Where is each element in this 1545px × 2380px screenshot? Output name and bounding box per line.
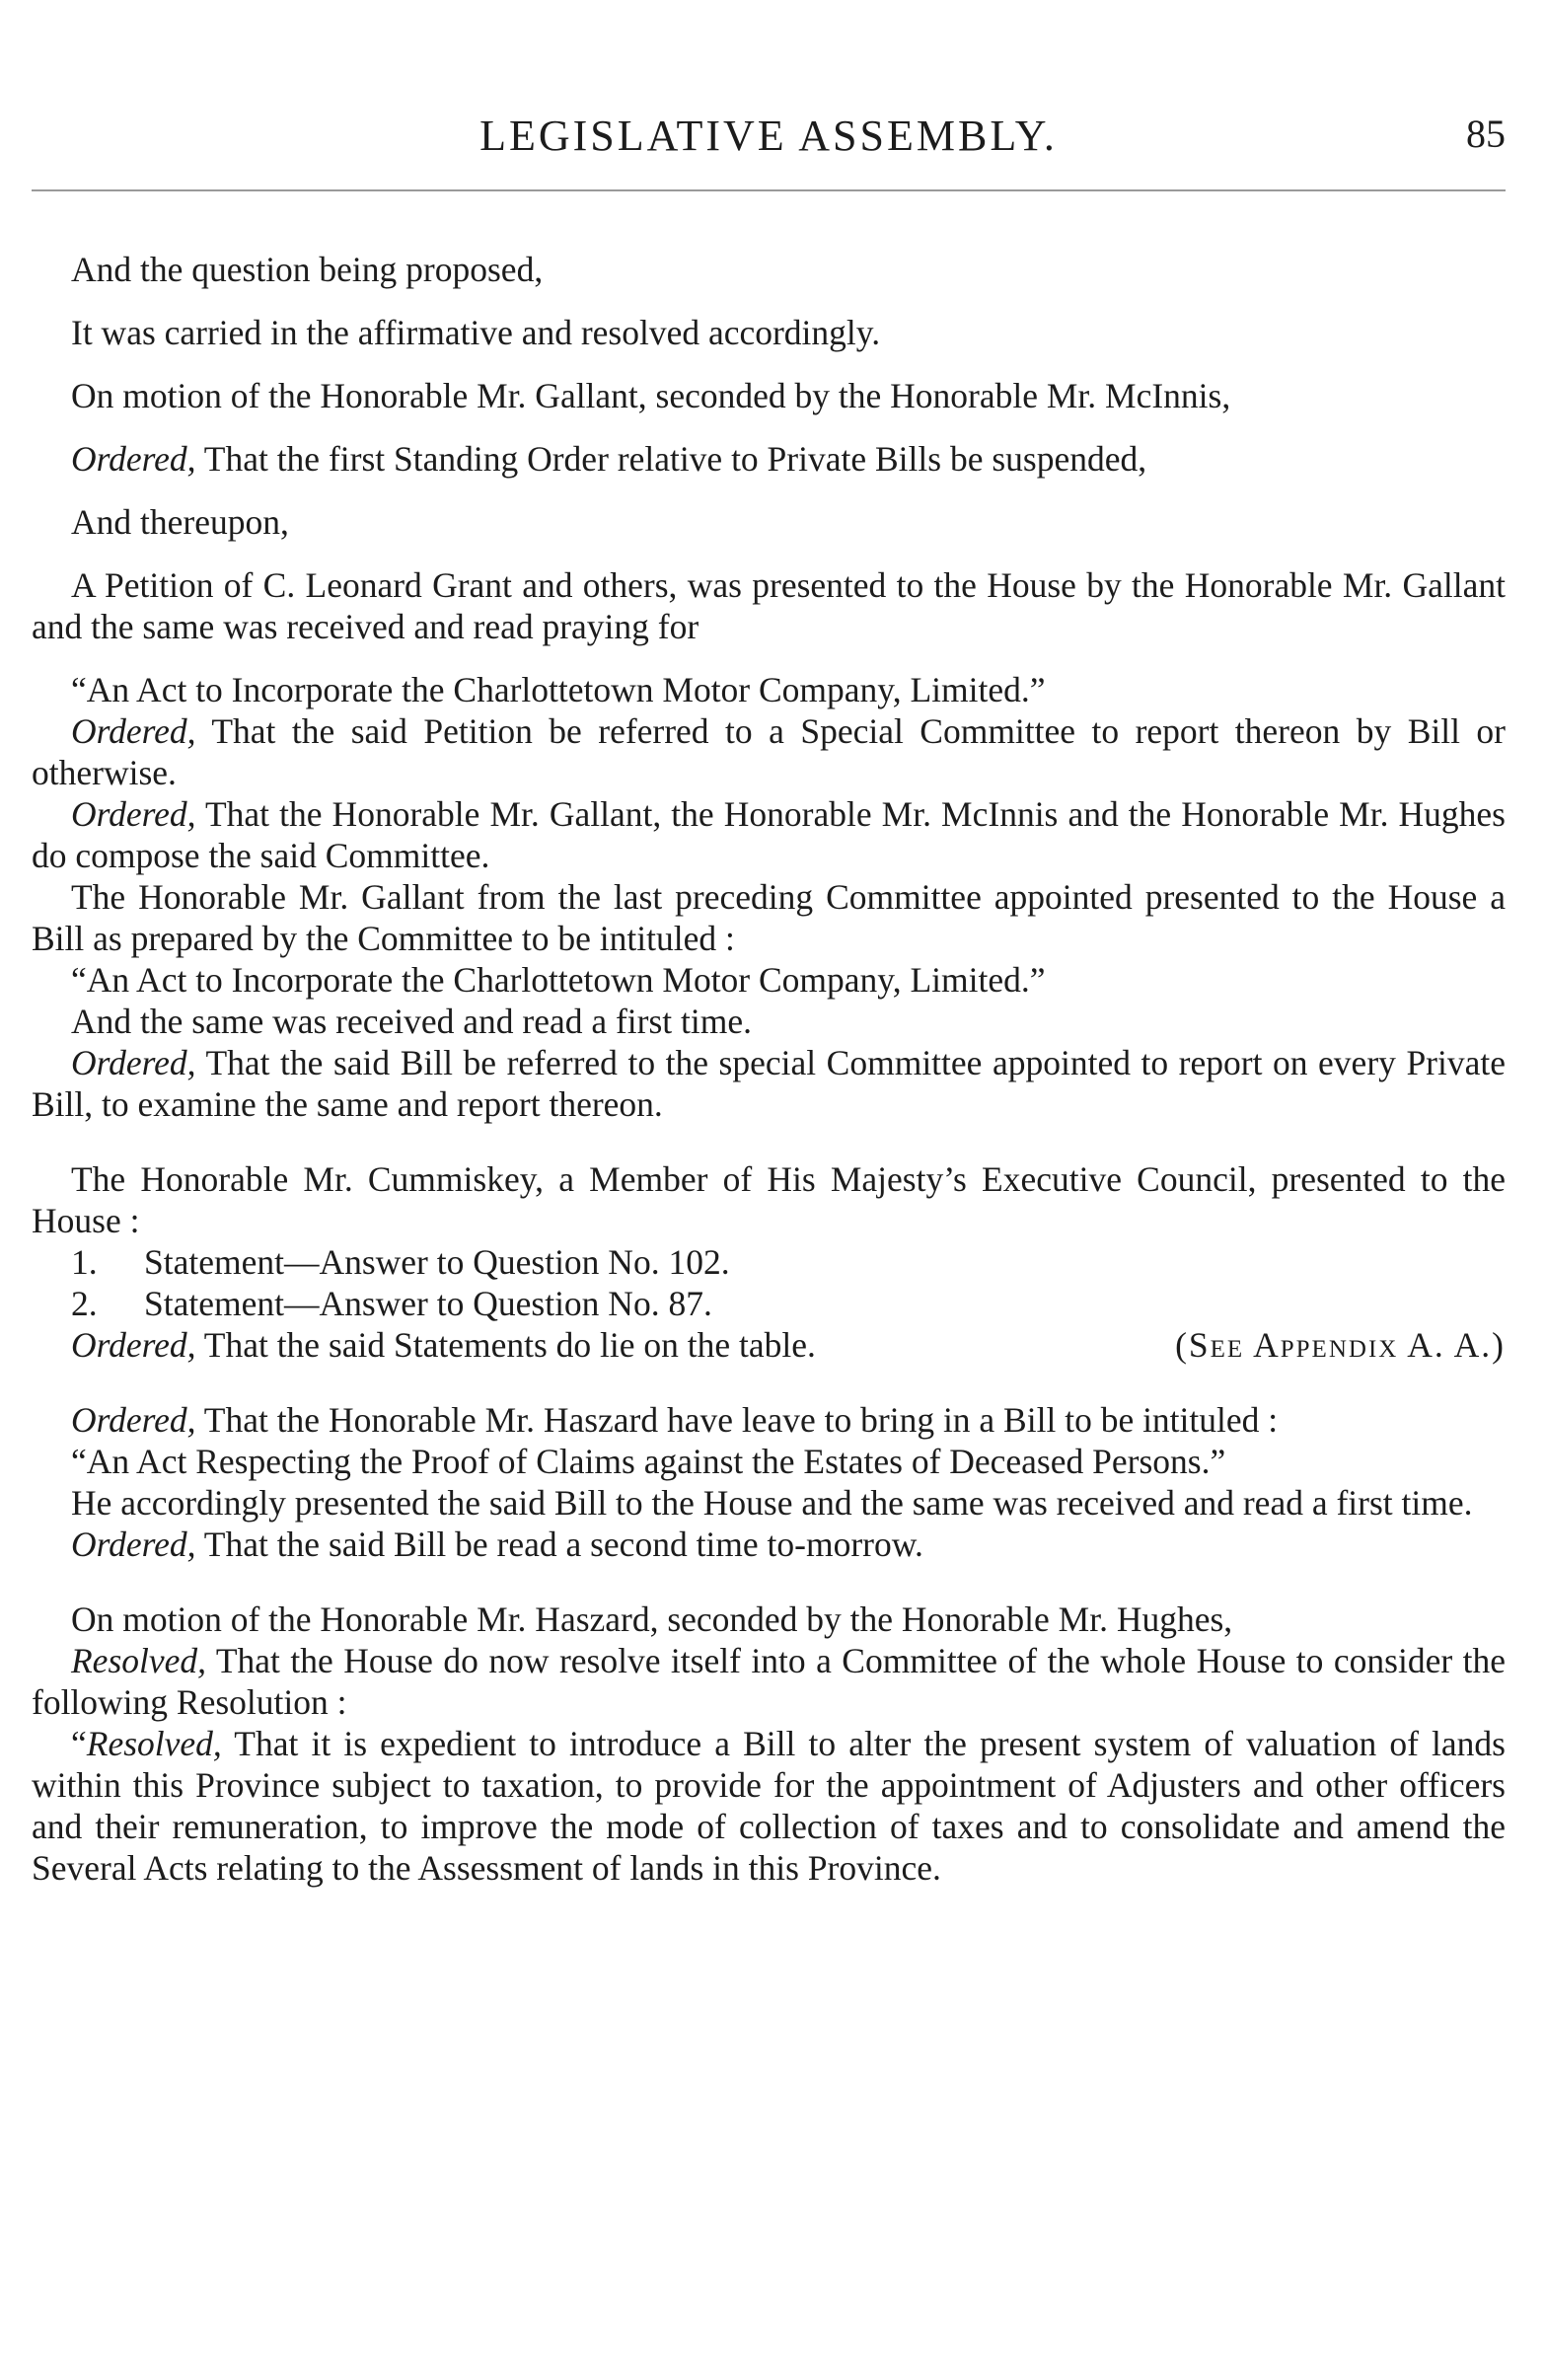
paragraph: And the same was received and read a first time. (71, 1002, 752, 1041)
document-page (32, 111, 1506, 1888)
open-quote: “ (71, 1724, 87, 1763)
paragraph: It was carried in the affirmative and resolved accordingly. (71, 313, 881, 352)
paragraph-text: That the Honorable Mr. Haszard have leave to bring in a Bill to be intituled : (195, 1400, 1279, 1440)
ordered-label: Ordered, (71, 1325, 196, 1365)
header-rule (32, 189, 1506, 191)
paragraph: “An Act to Incorporate the Charlottetown Motor Company, Limited.” (71, 670, 1046, 709)
paragraph (32, 1399, 1506, 1441)
paragraph (32, 1640, 1506, 1723)
list-item-number: 2. (71, 1284, 98, 1323)
ordered-label: Ordered, (71, 711, 196, 751)
paragraph (32, 1324, 1506, 1366)
paragraph-text: That it is expedient to introduce a Bill to alter the present system of valuation of lands within this Province subject to taxation, to provide for the appointment of Adjusters and other officers and their remuneration, to improve the mode of collection of taxes and to consolidate and amend the Several Acts relating to the Assessment of lands in this Province. (32, 1724, 1506, 1888)
paragraph (32, 1723, 1506, 1889)
paragraph-text: That the said Bill be referred to the special Committee appointed to report on every Private Bill, to examine the same and report thereon. (32, 1043, 1506, 1124)
paragraph (32, 438, 1506, 480)
paragraph (32, 1524, 1506, 1565)
paragraph: “An Act Respecting the Proof of Claims against the Estates of Deceased Persons.” (71, 1442, 1226, 1481)
paragraph: And the question being proposed, (71, 250, 544, 289)
ordered-label: Ordered, (71, 1525, 196, 1564)
paragraph (32, 710, 1506, 793)
paragraph: On motion of the Honorable Mr. Haszard, seconded by the Honorable Mr. Hughes, (71, 1599, 1233, 1639)
paragraph: On motion of the Honorable Mr. Gallant, seconded by the Honorable Mr. McInnis, (71, 376, 1231, 415)
document-body (32, 249, 1506, 1889)
list-item (32, 1241, 1506, 1283)
paragraph-text: That the said Petition be referred to a Special Committee to report thereon by Bill or otherwise. (32, 711, 1506, 792)
running-title: LEGISLATIVE ASSEMBLY. (479, 112, 1058, 160)
paragraph (32, 1042, 1506, 1125)
paragraph: The Honorable Mr. Gallant from the last preceding Committee appointed presented to the House a Bill as prepared by the Committee to be intituled : (32, 877, 1506, 958)
list-item (32, 1283, 1506, 1324)
paragraph: “An Act to Incorporate the Charlottetown Motor Company, Limited.” (71, 960, 1046, 1000)
paragraph-text: That the said Statements do lie on the table. (195, 1325, 816, 1365)
running-head (32, 111, 1506, 168)
paragraph: A Petition of C. Leonard Grant and others, was presented to the House by the Honorable Mr. Gallant and the same was received and read praying for (32, 565, 1506, 646)
paragraph (32, 793, 1506, 876)
ordered-label: Ordered, (71, 1400, 196, 1440)
resolved-label: Resolved, (86, 1724, 222, 1763)
list-item-text: Statement—Answer to Question No. 87. (144, 1284, 712, 1323)
paragraph: And thereupon, (71, 502, 289, 542)
paragraph-text: That the Honorable Mr. Gallant, the Honorable Mr. McInnis and the Honorable Mr. Hughes do compose the said Committee. (32, 794, 1506, 875)
page-number: 85 (1466, 112, 1506, 156)
paragraph-text: That the said Bill be read a second time to-morrow. (195, 1525, 923, 1564)
paragraph: The Honorable Mr. Cummiskey, a Member of His Majesty’s Executive Council, presented to the House : (32, 1159, 1506, 1240)
list-item-text: Statement—Answer to Question No. 102. (144, 1242, 730, 1282)
list-item-number: 1. (71, 1242, 98, 1282)
paragraph: He accordingly presented the said Bill to the House and the same was received and read a first time. (71, 1483, 1473, 1523)
resolved-label: Resolved, (71, 1641, 207, 1680)
ordered-label: Ordered, (71, 439, 196, 479)
appendix-reference: (See Appendix A. A.) (1175, 1325, 1506, 1365)
paragraph-text: That the first Standing Order relative to Private Bills be suspended, (195, 439, 1147, 479)
ordered-label: Ordered, (71, 1043, 196, 1082)
paragraph-text: That the House do now resolve itself into a Committee of the whole House to consider the following Resolution : (32, 1641, 1506, 1722)
ordered-label: Ordered, (71, 794, 196, 834)
